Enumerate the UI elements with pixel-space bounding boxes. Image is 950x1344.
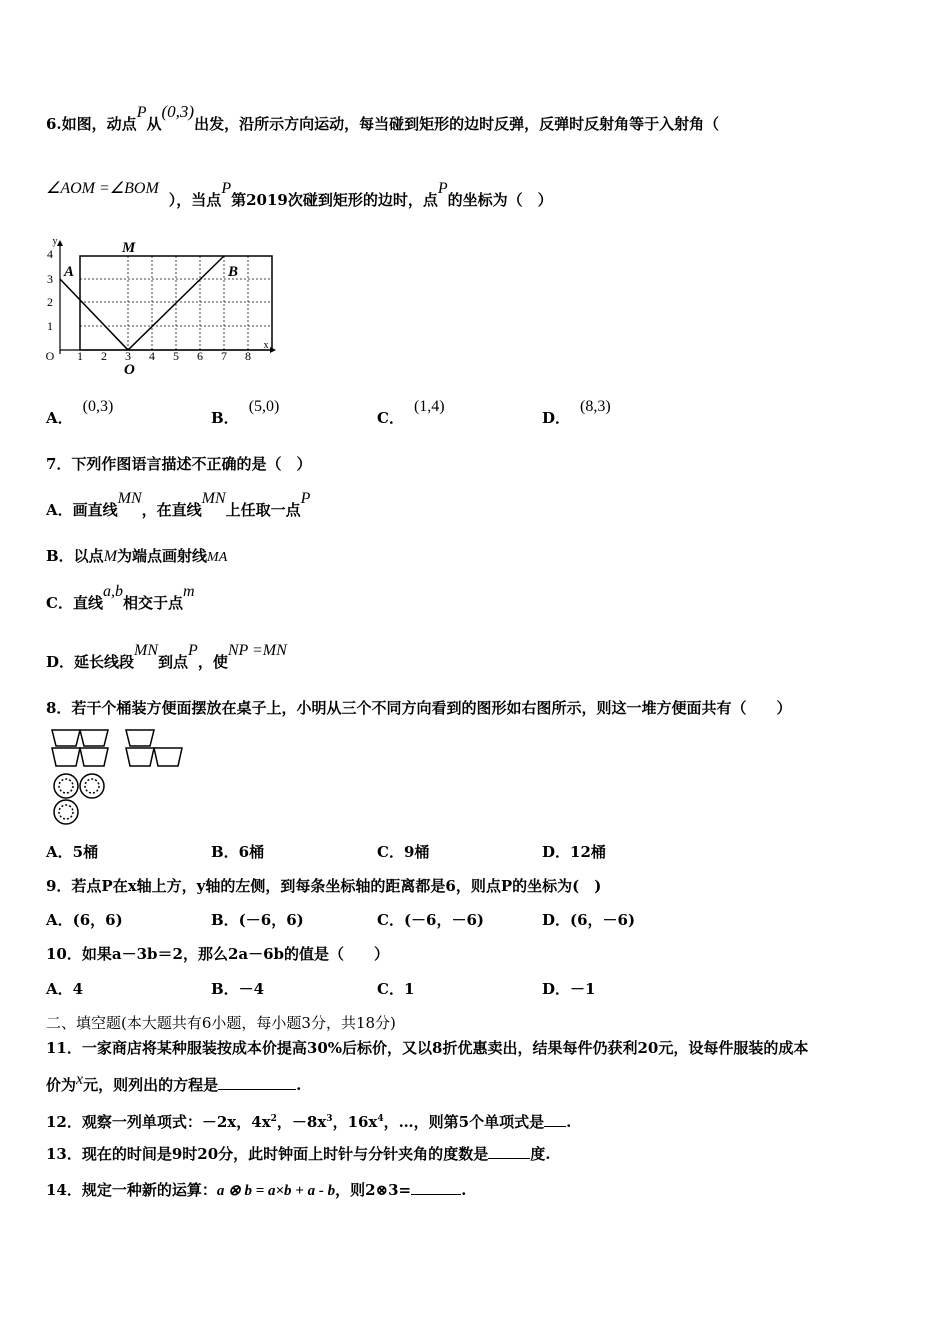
q8-option-d[interactable]: D．12桶: [542, 843, 606, 861]
q8-option-c[interactable]: C．9桶: [377, 843, 430, 861]
y-tick-4: 4: [47, 247, 53, 261]
q10-option-c[interactable]: C．1: [377, 980, 415, 998]
q12-answer-blank[interactable]: [544, 1111, 566, 1127]
q14-line: 14．规定一种新的运算：a ⊗ b = a×b + a - b，则2⊗3= .: [46, 1181, 467, 1199]
q6-line2: ∠AOM =∠BOM），当点P第2019次碰到矩形的边时，点P的坐标为（ ）: [46, 180, 553, 209]
q6-option-b[interactable]: B．(5,0): [211, 398, 280, 427]
y-axis-label: y: [52, 236, 58, 247]
q9-option-c[interactable]: C．(－6，－6): [377, 911, 485, 929]
q14-answer-blank[interactable]: [411, 1179, 461, 1195]
q7-stem: 7．下列作图语言描述不正确的是（ ）: [46, 455, 312, 473]
point-a-label: A: [64, 264, 75, 280]
q9-stem: 9．若点P在x轴上方，y轴的左侧，到每条坐标轴的距离都是6，则点P的坐标为( ): [46, 877, 602, 895]
q6-option-a[interactable]: A．(0,3): [46, 398, 114, 427]
x-tick-2: 2: [101, 349, 107, 363]
q7-option-d[interactable]: D．延长线段MN到点P，使NP =MN: [46, 642, 287, 671]
y-tick-2: 2: [47, 295, 53, 309]
q13-answer-blank[interactable]: [488, 1143, 530, 1159]
x-axis-label: x: [263, 340, 269, 351]
q11-line2: 价为x元，则列出的方程是 .: [46, 1071, 302, 1094]
x-tick-6: 6: [197, 349, 203, 363]
y-tick-1: 1: [47, 319, 53, 333]
q12-line: 12．观察一列单项式：－2x，$4x^2$，$-8x^3$，$16x^4$，…，则第5个单项式是 .: [46, 1113, 572, 1131]
q9-option-a[interactable]: A．(6，6): [46, 911, 123, 929]
x-tick-4: 4: [149, 349, 155, 363]
section-2-heading: 二、填空题(本大题共有6小题，每小题3分，共18分): [46, 1014, 396, 1032]
x-tick-7: 7: [221, 349, 227, 363]
q6-line1: 6.如图，动点P从(0,3)出发，沿所示方向运动，每当碰到矩形的边时反弹，反弹时反射角等于入射角（: [46, 102, 720, 133]
q11-line1: 11．一家商店将某种服装按成本价提高30%后标价，又以8折优惠卖出，结果每件仍获利20元，设每件服装的成本: [46, 1039, 809, 1057]
q6-option-d[interactable]: D．(8,3): [542, 398, 611, 427]
q10-option-a[interactable]: A．4: [46, 980, 84, 998]
motion-path: [60, 256, 224, 350]
q13-line: 13．现在的时间是9时20分，此时钟面上时针与分针夹角的度数是 度.: [46, 1145, 551, 1163]
operation-definition: a ⊗ b = a×b + a - b: [216, 1183, 336, 1199]
point-m-label: M: [122, 240, 136, 256]
x-tick-3: 3: [125, 349, 131, 363]
q7-option-c[interactable]: C．直线a,b相交于点m: [46, 583, 195, 612]
origin-label: O: [45, 349, 55, 363]
y-tick-3: 3: [47, 272, 53, 286]
point-p: P: [136, 104, 147, 121]
q7-option-b[interactable]: B．以点M为端点画射线MA: [46, 547, 228, 565]
rectangle-path-graph: [44, 232, 276, 378]
q6-option-c[interactable]: C．(1,4): [377, 398, 445, 427]
x-tick-1: 1: [77, 349, 83, 363]
q8-stem: 8．若干个桶装方便面摆放在桌子上，小明从三个不同方向看到的图形如右图所示，则这一堆方便面共有（ ）: [46, 699, 792, 717]
q10-stem: 10．如果a－3b＝2，那么2a－6b的值是（ ）: [46, 945, 390, 963]
q10-option-b[interactable]: B．－4: [211, 980, 265, 998]
x-tick-5: 5: [173, 349, 179, 363]
x-tick-8: 8: [245, 349, 251, 363]
start-coordinate: (0,3): [161, 102, 195, 121]
q9-option-b[interactable]: B．(－6，6): [211, 911, 304, 929]
q11-answer-blank[interactable]: [218, 1074, 296, 1090]
three-view-figure: [48, 728, 188, 828]
point-b-label: B: [228, 264, 239, 280]
q8-option-a[interactable]: A．5桶: [46, 843, 99, 861]
q9-option-d[interactable]: D．(6，－6): [542, 911, 636, 929]
angle-condition: ∠AOM =∠BOM: [46, 180, 159, 197]
q10-option-d[interactable]: D．－1: [542, 980, 596, 998]
point-o-label: O: [124, 362, 135, 378]
q8-option-b[interactable]: B．6桶: [211, 843, 265, 861]
q7-option-a[interactable]: A．画直线MN，在直线MN上任取一点P: [46, 490, 311, 519]
